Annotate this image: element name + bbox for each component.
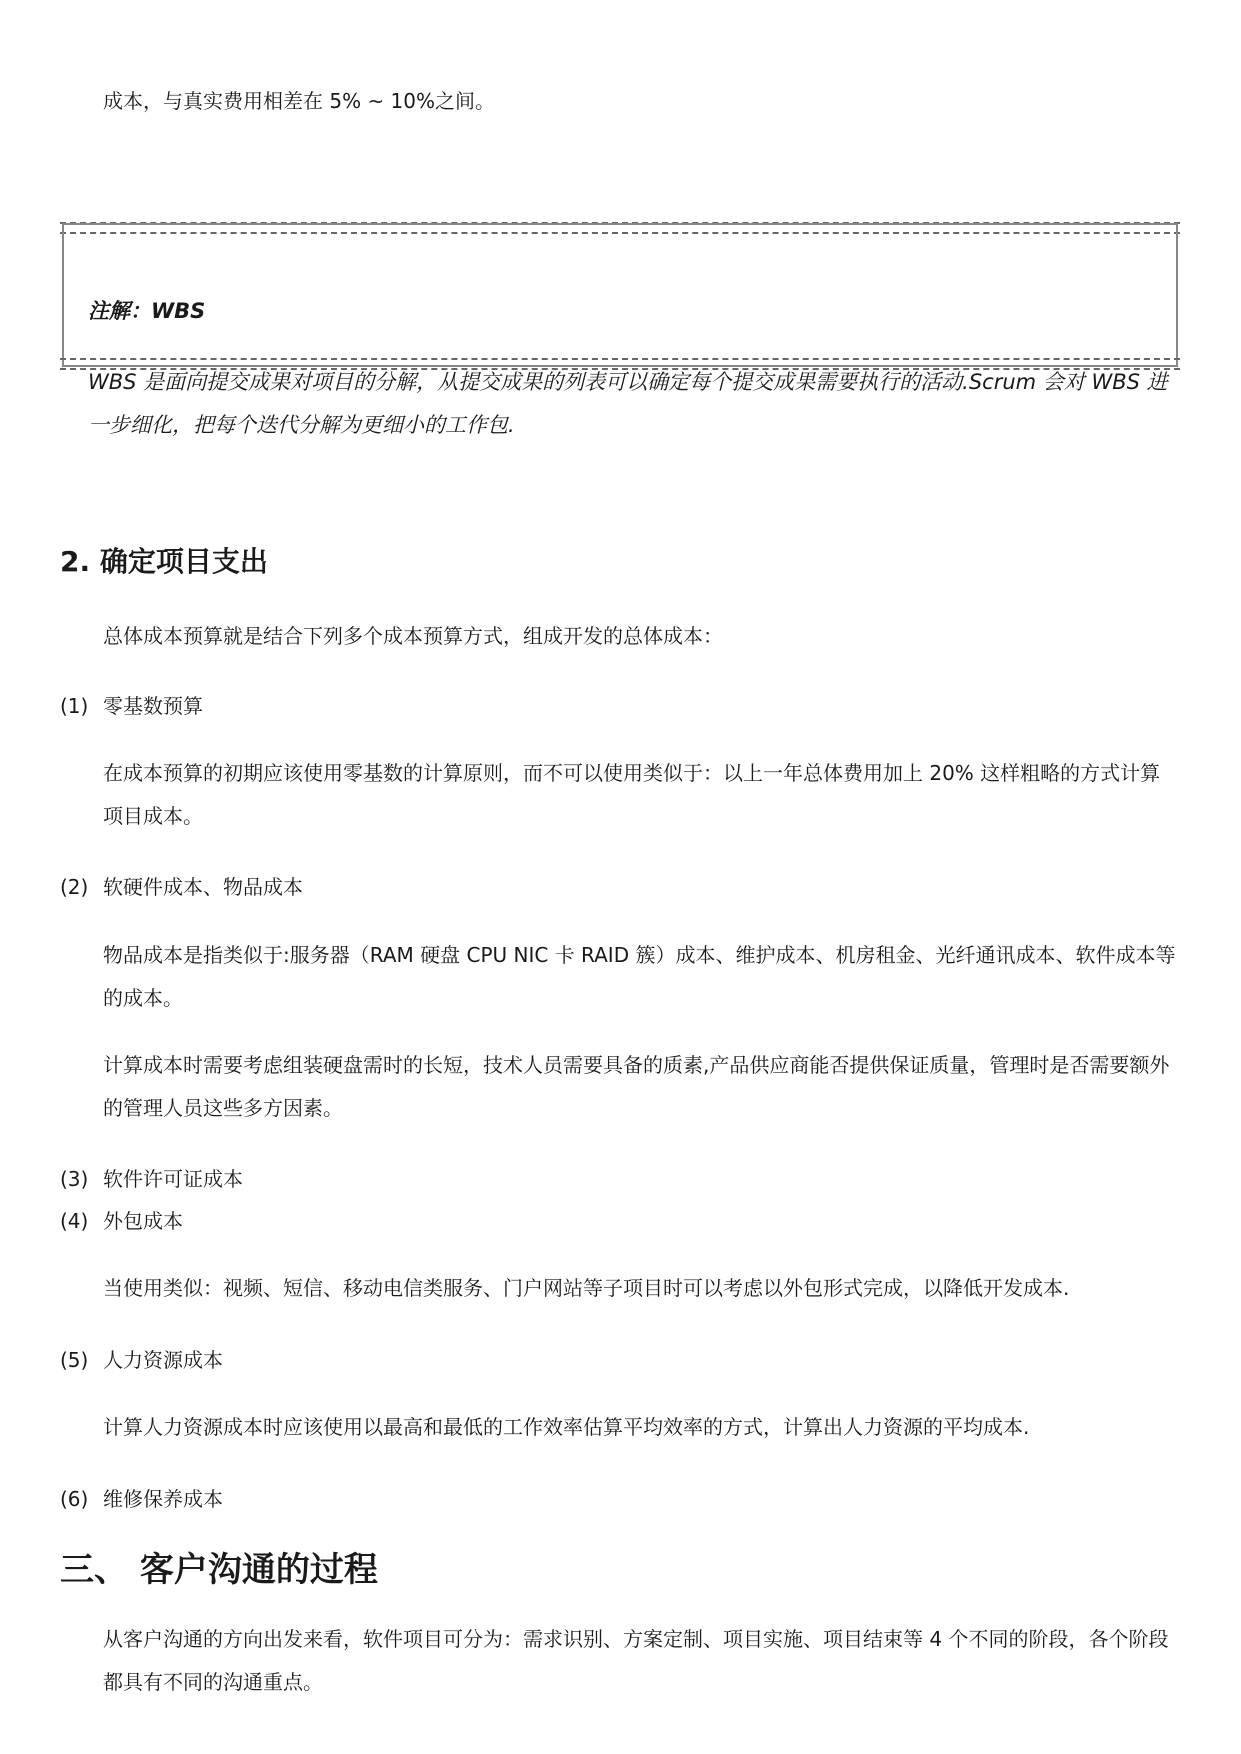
section-2-lead: 总体成本预算就是结合下列多个成本预算方式，组成开发的总体成本： bbox=[103, 624, 723, 648]
section-3-paragraph: 从客户沟通的方向出发来看，软件项目可分为：需求识别、方案定制、项目实施、项目结束等 4 个不同的阶段，各个阶段都具有不同的沟通重点。 bbox=[103, 1627, 1169, 1694]
list-item-label: 零基数预算 bbox=[103, 694, 203, 718]
list-item-label: 维修保养成本 bbox=[103, 1487, 223, 1511]
list-item-number: (6) bbox=[60, 1487, 89, 1511]
goods-cost-paragraph: 物品成本是指类似于:服务器（RAM 硬盘 CPU NIC 卡 RAID 簇）成本、维护成本、机房租金、光纤通讯成本、软件成本等的成本。 bbox=[103, 943, 1176, 1010]
list-item-number: (4) bbox=[60, 1209, 89, 1233]
list-item-number: (2) bbox=[60, 875, 89, 899]
note-body: WBS 是面向提交成果对项目的分解，从提交成果的列表可以确定每个提交成果需要执行的活动.Scrum 会对 WBS 进一步细化，把每个迭代分解为更细小的工作包. bbox=[88, 370, 1168, 437]
list-item-number: (1) bbox=[60, 694, 89, 718]
list-item-number: (5) bbox=[60, 1348, 89, 1372]
list-item-label: 软件许可证成本 bbox=[103, 1167, 243, 1191]
list-item-label: 软硬件成本、物品成本 bbox=[103, 875, 303, 899]
list-item-label: 人力资源成本 bbox=[103, 1348, 223, 1372]
note-box bbox=[62, 223, 1178, 367]
cost-factors-paragraph: 计算成本时需要考虑组装硬盘需时的长短，技术人员需要具备的质素,产品供应商能否提供保证质量，管理时是否需要额外的管理人员这些多方因素。 bbox=[103, 1053, 1170, 1120]
list-item-number: (3) bbox=[60, 1167, 89, 1191]
section-2-heading: 2. 确定项目支出 bbox=[60, 545, 268, 578]
intro-line: 成本，与真实费用相差在 5% ~ 10%之间。 bbox=[103, 89, 496, 113]
hr-cost-paragraph: 计算人力资源成本时应该使用以最高和最低的工作效率估算平均效率的方式，计算出人力资源的平均成本. bbox=[103, 1415, 1030, 1439]
section-3-heading: 三、 客户沟通的过程 bbox=[60, 1550, 378, 1590]
outsourcing-paragraph: 当使用类似：视频、短信、移动电信类服务、门户网站等子项目时可以考虑以外包形式完成，以降低开发成本. bbox=[103, 1276, 1070, 1300]
list-item-label: 外包成本 bbox=[103, 1209, 183, 1233]
note-title: 注解：WBS bbox=[88, 299, 206, 323]
zero-base-paragraph: 在成本预算的初期应该使用零基数的计算原则，而不可以使用类似于：以上一年总体费用加上 20% 这样粗略的方式计算项目成本。 bbox=[103, 761, 1161, 828]
